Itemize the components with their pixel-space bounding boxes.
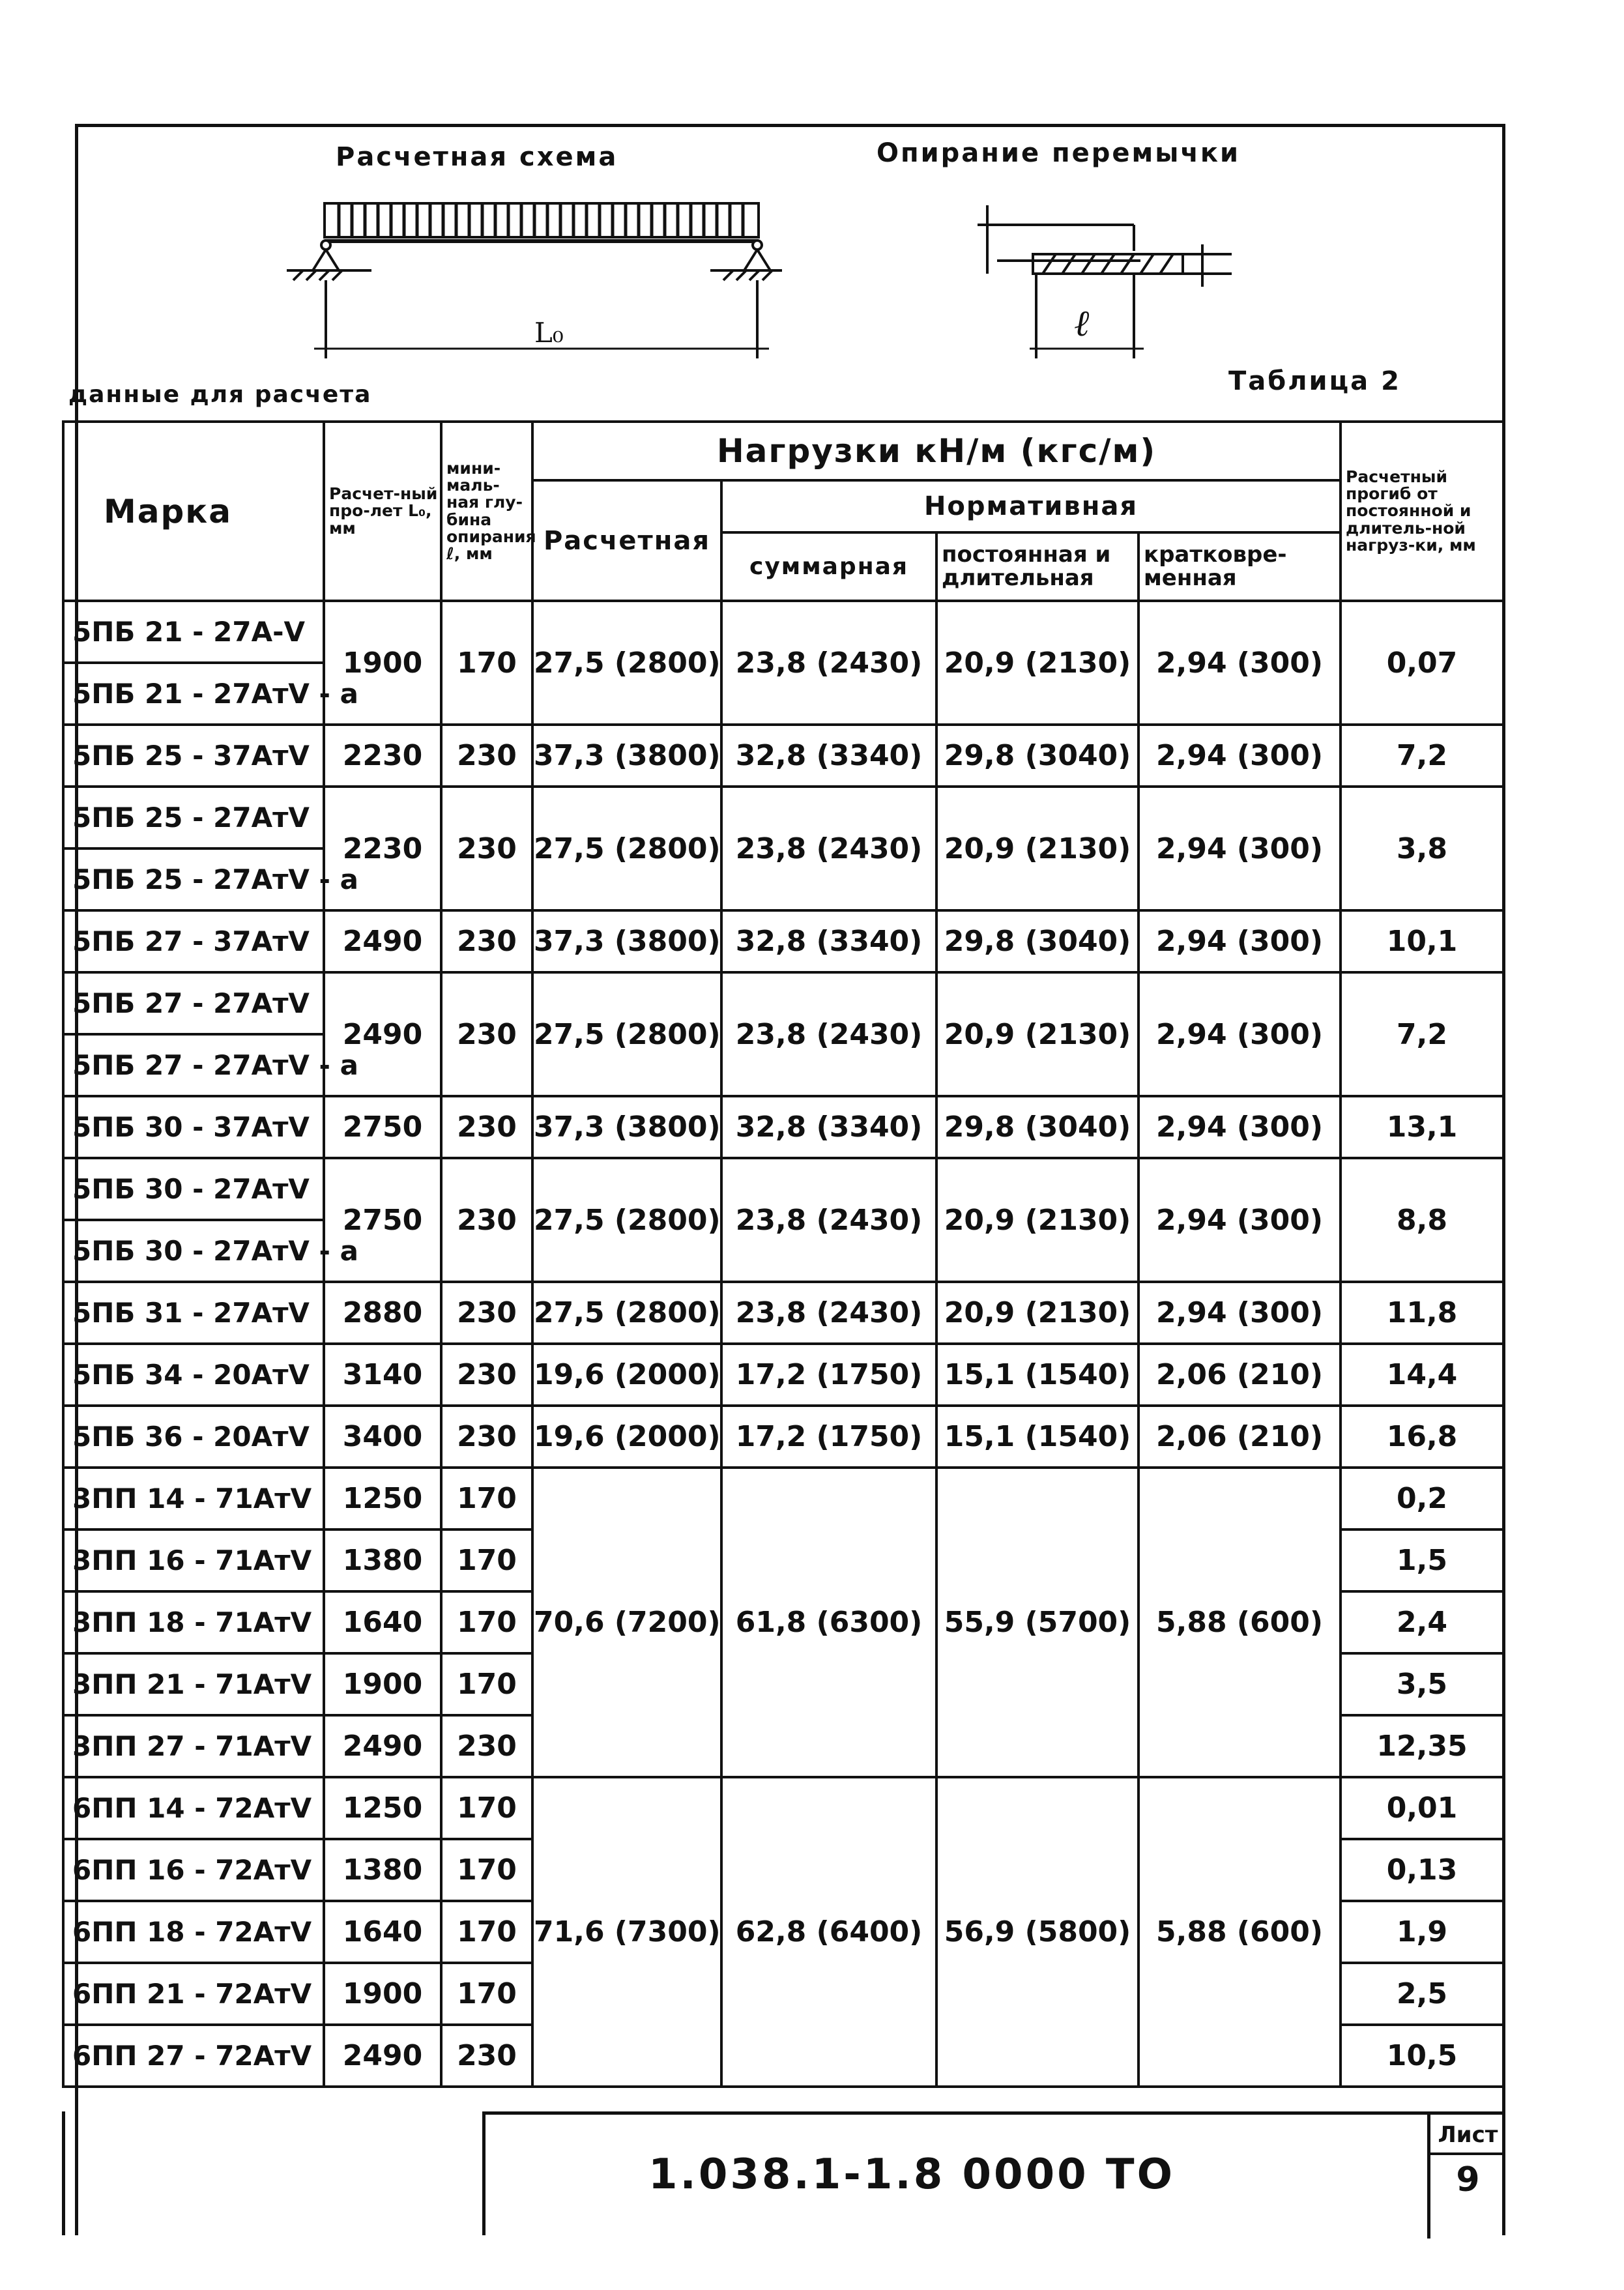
- permanent-load-cell: 20,9 (2130): [936, 1158, 1138, 1282]
- min-depth-cell: 230: [441, 910, 532, 972]
- total-load-cell: 17,2 (1750): [721, 1406, 936, 1468]
- permanent-load-cell: 15,1 (1540): [936, 1344, 1138, 1406]
- permanent-load-cell: 29,8 (3040): [936, 910, 1138, 972]
- deflection-cell: 2,5: [1341, 1963, 1503, 2025]
- mark-cell: 5ПБ 21 - 27АтV - а: [63, 663, 324, 725]
- short-load-cell: 2,94 (300): [1138, 910, 1341, 972]
- table-row: [63, 725, 1503, 787]
- min-depth-cell: 170: [441, 1901, 532, 1963]
- span-cell: 2880: [324, 1282, 441, 1344]
- mark-cell: 5ПБ 27 - 27АтV - а: [63, 1034, 324, 1096]
- total-load-cell: 32,8 (3340): [721, 725, 936, 787]
- total-load-cell: 23,8 (2430): [721, 1282, 936, 1344]
- deflection-cell: 0,2: [1341, 1468, 1503, 1529]
- design-load-cell: 27,5 (2800): [532, 1158, 721, 1282]
- mark-cell: 5ПБ 31 - 27АтV: [63, 1282, 324, 1344]
- table-label: Таблица 2: [1228, 366, 1401, 396]
- min-depth-cell: 230: [441, 1282, 532, 1344]
- mark-cell: 5ПБ 25 - 37АтV: [63, 725, 324, 787]
- min-depth-cell: 170: [441, 1777, 532, 1839]
- total-load-cell: 23,8 (2430): [721, 1158, 936, 1282]
- deflection-cell: 11,8: [1341, 1282, 1503, 1344]
- short-load-cell: 2,94 (300): [1138, 972, 1341, 1096]
- col-header-min-depth: мини-маль-ная глу-бина опирания ℓ, мм: [441, 422, 532, 601]
- support-label: ℓ: [1074, 302, 1090, 345]
- min-depth-cell: 230: [441, 1344, 532, 1406]
- sheet-box: [1427, 2115, 1505, 2239]
- permanent-load-cell: 20,9 (2130): [936, 601, 1138, 725]
- frame-bottom-left: [62, 2111, 65, 2235]
- span-label: L₀: [534, 317, 564, 349]
- min-depth-cell: 230: [441, 2025, 532, 2087]
- beam-scheme-diagram: [274, 189, 782, 384]
- min-depth-cell: 170: [441, 1653, 532, 1715]
- col-header-mark: Марка: [63, 422, 324, 601]
- design-load-cell: 27,5 (2800): [532, 1282, 721, 1344]
- mark-cell: 5ПБ 21 - 27А-V: [63, 601, 324, 663]
- support-title: Опирание перемычки: [877, 138, 1241, 168]
- mark-cell: 3ПП 27 - 71АтV: [63, 1715, 324, 1777]
- min-depth-cell: 230: [441, 972, 532, 1096]
- col-header-span: Расчет-ный про-лет L₀, мм: [324, 422, 441, 601]
- mark-cell: 3ПП 21 - 71АтV: [63, 1653, 324, 1715]
- table-row: [63, 787, 1503, 848]
- sheet-number: 9: [1456, 2160, 1480, 2199]
- permanent-load-cell: 20,9 (2130): [936, 1282, 1138, 1344]
- table-row: [63, 910, 1503, 972]
- span-cell: 2230: [324, 787, 441, 910]
- mark-cell: 5ПБ 30 - 37АтV: [63, 1096, 324, 1158]
- sheet-label: Лист: [1430, 2115, 1505, 2155]
- deflection-cell: 1,9: [1341, 1901, 1503, 1963]
- deflection-cell: 16,8: [1341, 1406, 1503, 1468]
- permanent-load-cell: 55,9 (5700): [936, 1468, 1138, 1777]
- table-row: [63, 1344, 1503, 1406]
- short-load-cell: 5,88 (600): [1138, 1468, 1341, 1777]
- table-row: [63, 1096, 1503, 1158]
- deflection-cell: 7,2: [1341, 972, 1503, 1096]
- design-load-cell: 19,6 (2000): [532, 1344, 721, 1406]
- min-depth-cell: 170: [441, 601, 532, 725]
- data-label: данные для расчета: [68, 381, 372, 408]
- min-depth-cell: 230: [441, 1715, 532, 1777]
- min-depth-cell: 170: [441, 1839, 532, 1901]
- document-code: 1.038.1-1.8 0000 ТО: [648, 2151, 1175, 2199]
- span-cell: 1250: [324, 1468, 441, 1529]
- table-row: [63, 1468, 1503, 1529]
- short-load-cell: 2,94 (300): [1138, 725, 1341, 787]
- short-load-cell: 2,94 (300): [1138, 787, 1341, 910]
- load-table: [62, 420, 1505, 2088]
- table-row: [63, 1777, 1503, 1839]
- short-load-cell: 2,94 (300): [1138, 1282, 1341, 1344]
- span-cell: 2750: [324, 1158, 441, 1282]
- col-header-permanent: постоянная и длительная: [936, 532, 1138, 601]
- min-depth-cell: 170: [441, 1529, 532, 1591]
- deflection-cell: 3,5: [1341, 1653, 1503, 1715]
- permanent-load-cell: 15,1 (1540): [936, 1406, 1138, 1468]
- short-load-cell: 2,94 (300): [1138, 1158, 1341, 1282]
- mark-cell: 5ПБ 27 - 27АтV: [63, 972, 324, 1034]
- design-load-cell: 27,5 (2800): [532, 601, 721, 725]
- permanent-load-cell: 29,8 (3040): [936, 725, 1138, 787]
- table-row: [63, 1406, 1503, 1468]
- deflection-cell: 3,8: [1341, 787, 1503, 910]
- span-cell: 2490: [324, 910, 441, 972]
- deflection-cell: 7,2: [1341, 725, 1503, 787]
- col-header-short: кратковре-менная: [1138, 532, 1341, 601]
- mark-cell: 5ПБ 25 - 27АтV: [63, 787, 324, 848]
- permanent-load-cell: 29,8 (3040): [936, 1096, 1138, 1158]
- support-detail-diagram: [958, 189, 1232, 365]
- deflection-cell: 0,07: [1341, 601, 1503, 725]
- table-row: [63, 972, 1503, 1034]
- permanent-load-cell: 20,9 (2130): [936, 787, 1138, 910]
- span-cell: 2230: [324, 725, 441, 787]
- deflection-cell: 0,13: [1341, 1839, 1503, 1901]
- span-cell: 1640: [324, 1591, 441, 1653]
- span-cell: 1250: [324, 1777, 441, 1839]
- total-load-cell: 23,8 (2430): [721, 601, 936, 725]
- min-depth-cell: 170: [441, 1963, 532, 2025]
- total-load-cell: 17,2 (1750): [721, 1344, 936, 1406]
- total-load-cell: 32,8 (3340): [721, 1096, 936, 1158]
- short-load-cell: 5,88 (600): [1138, 1777, 1341, 2087]
- span-cell: 3140: [324, 1344, 441, 1406]
- deflection-cell: 13,1: [1341, 1096, 1503, 1158]
- span-cell: 2490: [324, 2025, 441, 2087]
- span-cell: 2750: [324, 1096, 441, 1158]
- mark-cell: 5ПБ 36 - 20АтV: [63, 1406, 324, 1468]
- mark-cell: 6ПП 16 - 72АтV: [63, 1839, 324, 1901]
- min-depth-cell: 230: [441, 1096, 532, 1158]
- title-block: [482, 2111, 1505, 2235]
- short-load-cell: 2,94 (300): [1138, 1096, 1341, 1158]
- total-load-cell: 23,8 (2430): [721, 787, 936, 910]
- min-depth-cell: 230: [441, 1158, 532, 1282]
- col-header-design: Расчетная: [532, 480, 721, 601]
- table-row: [63, 1282, 1503, 1344]
- span-cell: 2490: [324, 1715, 441, 1777]
- total-load-cell: 23,8 (2430): [721, 972, 936, 1096]
- deflection-cell: 1,5: [1341, 1529, 1503, 1591]
- deflection-cell: 2,4: [1341, 1591, 1503, 1653]
- design-load-cell: 27,5 (2800): [532, 787, 721, 910]
- min-depth-cell: 170: [441, 1468, 532, 1529]
- scheme-title: Расчетная схема: [336, 142, 618, 172]
- total-load-cell: 62,8 (6400): [721, 1777, 936, 2087]
- mark-cell: 5ПБ 34 - 20АтV: [63, 1344, 324, 1406]
- mark-cell: 5ПБ 30 - 27АтV: [63, 1158, 324, 1220]
- design-load-cell: 71,6 (7300): [532, 1777, 721, 2087]
- short-load-cell: 2,06 (210): [1138, 1344, 1341, 1406]
- mark-cell: 5ПБ 30 - 27АтV - а: [63, 1220, 324, 1282]
- mark-cell: 5ПБ 25 - 27АтV - а: [63, 848, 324, 910]
- deflection-cell: 12,35: [1341, 1715, 1503, 1777]
- permanent-load-cell: 20,9 (2130): [936, 972, 1138, 1096]
- mark-cell: 6ПП 14 - 72АтV: [63, 1777, 324, 1839]
- design-load-cell: 70,6 (7200): [532, 1468, 721, 1777]
- col-header-normative: Нормативная: [721, 480, 1341, 532]
- short-load-cell: 2,94 (300): [1138, 601, 1341, 725]
- span-cell: 2490: [324, 972, 441, 1096]
- span-cell: 1900: [324, 1963, 441, 2025]
- deflection-cell: 8,8: [1341, 1158, 1503, 1282]
- col-header-total: суммарная: [721, 532, 936, 601]
- span-cell: 1900: [324, 1653, 441, 1715]
- min-depth-cell: 230: [441, 787, 532, 910]
- span-cell: 1380: [324, 1839, 441, 1901]
- table-row: [63, 601, 1503, 663]
- min-depth-cell: 230: [441, 1406, 532, 1468]
- mark-cell: 6ПП 21 - 72АтV: [63, 1963, 324, 2025]
- min-depth-cell: 170: [441, 1591, 532, 1653]
- span-cell: 1900: [324, 601, 441, 725]
- span-cell: 3400: [324, 1406, 441, 1468]
- design-load-cell: 37,3 (3800): [532, 725, 721, 787]
- mark-cell: 6ПП 27 - 72АтV: [63, 2025, 324, 2087]
- load-hatch: [339, 203, 743, 237]
- mark-cell: 5ПБ 27 - 37АтV: [63, 910, 324, 972]
- mark-cell: 3ПП 18 - 71АтV: [63, 1591, 324, 1653]
- table-row: [63, 1158, 1503, 1220]
- deflection-cell: 0,01: [1341, 1777, 1503, 1839]
- col-header-loads: Нагрузки кН/м (кгс/м): [532, 422, 1341, 480]
- mark-cell: 3ПП 14 - 71АтV: [63, 1468, 324, 1529]
- design-load-cell: 27,5 (2800): [532, 972, 721, 1096]
- deflection-cell: 14,4: [1341, 1344, 1503, 1406]
- permanent-load-cell: 56,9 (5800): [936, 1777, 1138, 2087]
- span-cell: 1380: [324, 1529, 441, 1591]
- total-load-cell: 61,8 (6300): [721, 1468, 936, 1777]
- mark-cell: 6ПП 18 - 72АтV: [63, 1901, 324, 1963]
- col-header-deflection: Расчетный прогиб от постоянной и длитель-ной нагруз-ки, мм: [1341, 422, 1503, 601]
- short-load-cell: 2,06 (210): [1138, 1406, 1341, 1468]
- span-cell: 1640: [324, 1901, 441, 1963]
- design-load-cell: 37,3 (3800): [532, 1096, 721, 1158]
- design-load-cell: 19,6 (2000): [532, 1406, 721, 1468]
- total-load-cell: 32,8 (3340): [721, 910, 936, 972]
- min-depth-cell: 230: [441, 725, 532, 787]
- design-load-cell: 37,3 (3800): [532, 910, 721, 972]
- deflection-cell: 10,1: [1341, 910, 1503, 972]
- deflection-cell: 10,5: [1341, 2025, 1503, 2087]
- mark-cell: 3ПП 16 - 71АтV: [63, 1529, 324, 1591]
